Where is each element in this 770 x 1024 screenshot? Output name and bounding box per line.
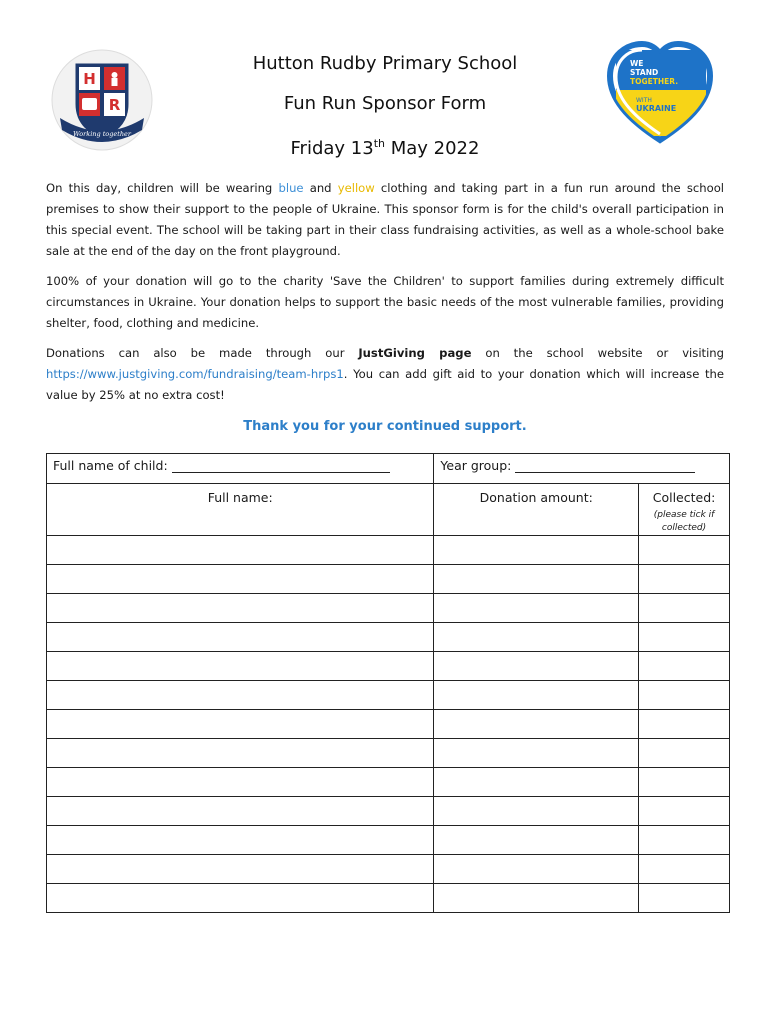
child-name-cell[interactable] <box>47 454 434 484</box>
col-header-full-name <box>47 484 434 536</box>
intro-paragraph <box>46 178 724 262</box>
table-row <box>47 884 730 913</box>
heart-text-stand: STAND <box>630 68 659 77</box>
collected-tick-cell[interactable] <box>639 681 730 710</box>
collected-tick-cell[interactable] <box>639 739 730 768</box>
ukraine-heart-logo <box>606 40 714 148</box>
donation-amount-cell[interactable] <box>434 710 639 739</box>
p3-text-c: . You can add gift aid to your donation which will increase the value by 25% at no extra cost! <box>46 367 724 402</box>
table-header-row <box>47 454 730 484</box>
sponsor-name-cell[interactable] <box>47 681 434 710</box>
collected-tick-cell[interactable] <box>639 855 730 884</box>
p1-blue-word: blue <box>278 181 304 195</box>
donation-amount-cell[interactable] <box>434 797 639 826</box>
sponsor-name-cell[interactable] <box>47 594 434 623</box>
donation-amount-cell[interactable] <box>434 594 639 623</box>
justgiving-link[interactable]: https://www.justgiving.com/fundraising/team-hrps1 <box>46 367 344 381</box>
col-full-name-label: Full name: <box>207 490 273 505</box>
table-row <box>47 652 730 681</box>
donation-amount-cell[interactable] <box>434 855 639 884</box>
event-date <box>170 124 600 169</box>
collected-tick-cell[interactable] <box>639 652 730 681</box>
form-body <box>46 178 724 438</box>
sponsor-name-cell[interactable] <box>47 826 434 855</box>
table-row <box>47 710 730 739</box>
year-group-cell[interactable] <box>434 454 730 484</box>
collected-tick-cell[interactable] <box>639 594 730 623</box>
collected-tick-cell[interactable] <box>639 768 730 797</box>
table-row <box>47 681 730 710</box>
donation-amount-cell[interactable] <box>434 536 639 565</box>
collected-tick-cell[interactable] <box>639 623 730 652</box>
badge-letter-r: R <box>108 96 121 114</box>
table-row <box>47 768 730 797</box>
collected-tick-cell[interactable] <box>639 565 730 594</box>
donation-amount-cell[interactable] <box>434 652 639 681</box>
donation-amount-cell[interactable] <box>434 681 639 710</box>
justgiving-page-label: JustGiving page <box>358 346 472 360</box>
p1-text-a: On this day, children will be wearing <box>46 181 279 195</box>
form-header <box>170 44 600 169</box>
heart-text-together: TOGETHER. <box>630 77 679 86</box>
col-header-donation <box>434 484 639 536</box>
heart-text-ukraine: UKRAINE <box>636 104 677 113</box>
sponsor-name-cell[interactable] <box>47 855 434 884</box>
table-row <box>47 536 730 565</box>
thank-you-message: Thank you for your continued support. <box>243 419 527 434</box>
badge-letter-h: H <box>83 70 96 88</box>
sponsor-table <box>46 453 730 913</box>
school-logo <box>46 48 158 152</box>
col-header-collected <box>639 484 730 536</box>
sponsor-name-cell[interactable] <box>47 565 434 594</box>
table-row <box>47 565 730 594</box>
p3-text-b: on the school website or visiting <box>471 346 725 360</box>
date-prefix: Friday 13 <box>290 138 374 159</box>
table-row <box>47 739 730 768</box>
collected-tick-cell[interactable] <box>639 884 730 913</box>
donation-paragraph: 100% of your donation will go to the charity 'Save the Children' to support families during extremely difficult circumstances in Ukraine. Your donation helps to support the basic needs of the most vulnerable families, providing shelter, food, clothing and medicine. <box>46 274 724 330</box>
donation-amount-cell[interactable] <box>434 739 639 768</box>
column-header-row <box>47 484 730 536</box>
col-donation-label: Donation amount: <box>479 490 593 505</box>
collected-tick-cell[interactable] <box>639 536 730 565</box>
table-row <box>47 826 730 855</box>
date-ordinal: th <box>373 137 385 150</box>
sponsor-name-cell[interactable] <box>47 768 434 797</box>
collected-tick-cell[interactable] <box>639 710 730 739</box>
justgiving-paragraph <box>46 343 724 406</box>
p1-text-b: clothing and taking part in a fun run around the school premises to show their support to the people of Ukraine. This sponsor form is for the child's overall participation in this special event. The school will be taking part in their class fundraising activities, as well as a whole-school bake sale at the end of the day on the front playground. <box>46 181 725 258</box>
sponsor-name-cell[interactable] <box>47 710 434 739</box>
donation-amount-cell[interactable] <box>434 768 639 797</box>
col-collected-label: Collected: <box>652 490 716 505</box>
table-row <box>47 855 730 884</box>
heart-text-with: WITH <box>636 97 652 104</box>
sponsor-name-cell[interactable] <box>47 739 434 768</box>
school-name: Hutton Rudby Primary School <box>252 53 518 74</box>
table-row <box>47 797 730 826</box>
sponsor-name-cell[interactable] <box>47 884 434 913</box>
p3-text-a: Donations can also be made through our <box>46 346 359 360</box>
donation-amount-cell[interactable] <box>434 826 639 855</box>
year-group-label: Year group: <box>440 458 512 473</box>
donation-amount-cell[interactable] <box>434 565 639 594</box>
p1-and: and <box>303 181 338 195</box>
collected-tick-cell[interactable] <box>639 797 730 826</box>
sponsor-name-cell[interactable] <box>47 536 434 565</box>
child-name-field[interactable] <box>172 472 390 473</box>
form-title: Fun Run Sponsor Form <box>283 93 487 114</box>
collected-tick-cell[interactable] <box>639 826 730 855</box>
table-row <box>47 594 730 623</box>
sponsor-name-cell[interactable] <box>47 652 434 681</box>
sponsor-name-cell[interactable] <box>47 623 434 652</box>
table-body <box>47 536 730 913</box>
table-row <box>47 623 730 652</box>
col-collected-note: (please tick if collected) <box>653 510 715 533</box>
p1-yellow-word: yellow <box>337 181 375 195</box>
date-suffix: May 2022 <box>385 138 480 159</box>
child-name-label: Full name of child: <box>53 458 168 473</box>
heart-text-we: WE <box>630 59 644 68</box>
sponsor-name-cell[interactable] <box>47 797 434 826</box>
donation-amount-cell[interactable] <box>434 623 639 652</box>
donation-amount-cell[interactable] <box>434 884 639 913</box>
year-group-field[interactable] <box>515 472 695 473</box>
school-motto: Working together <box>73 130 131 138</box>
